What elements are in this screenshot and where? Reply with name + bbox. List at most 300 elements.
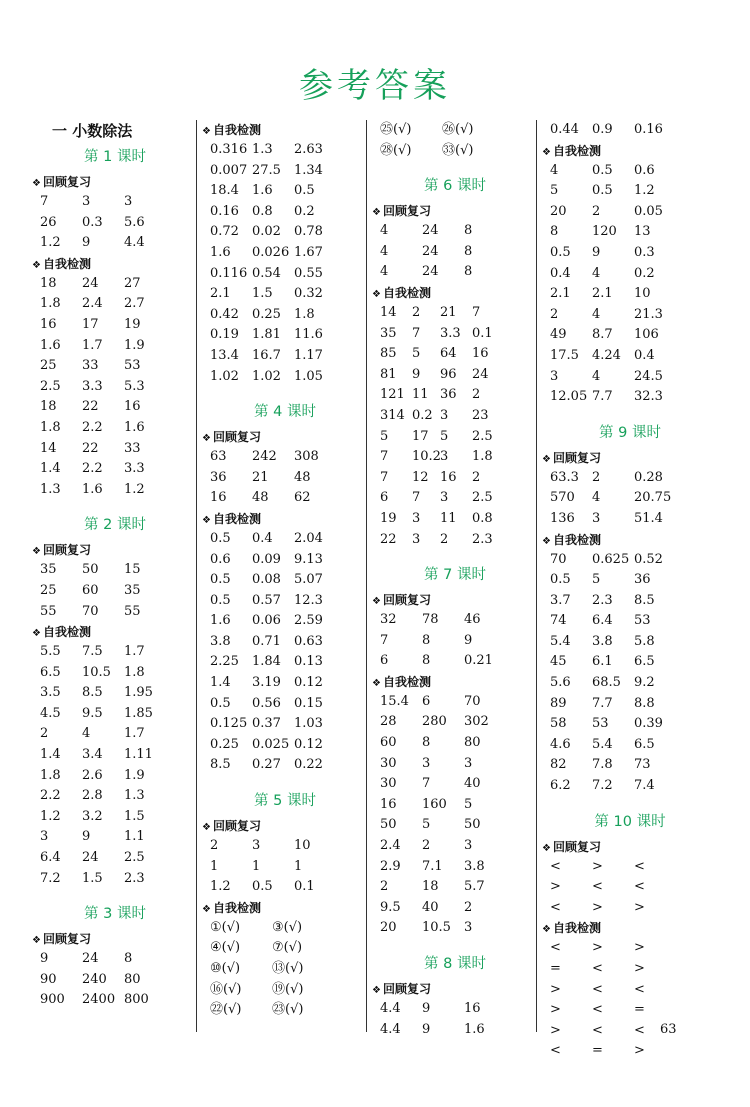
answer-cell: 0.3 (634, 244, 655, 260)
answer-row (380, 898, 530, 919)
answer-cell: 0.22 (294, 757, 323, 773)
answer-cell: 4.24 (592, 347, 621, 363)
answer-cell: 0.025 (252, 736, 290, 752)
answer-cell: 0.316 (210, 142, 248, 157)
answer-cell: 48 (252, 490, 269, 506)
answer-row (40, 807, 190, 828)
answer-cell: > (592, 899, 603, 915)
answer-row (550, 367, 710, 388)
answer-cell: 7.7 (592, 389, 613, 405)
answer-cell: 0.6 (634, 162, 655, 178)
answer-cell: > (550, 1002, 561, 1018)
answer-column-1 (32, 120, 190, 1011)
answer-cell: 13.4 (210, 347, 239, 363)
diamond-icon: ❖ (32, 935, 41, 947)
answer-row (210, 694, 360, 715)
answer-row (210, 611, 360, 632)
answer-cell: 2 (412, 304, 421, 320)
answer-row (380, 262, 530, 283)
answer-cell: 121 (380, 387, 405, 403)
subheading-check: ❖ 自我检测 (372, 674, 431, 689)
answer-cell: 68.5 (592, 675, 621, 691)
answer-column-3 (372, 120, 530, 1040)
answer-cell: 63 (210, 449, 227, 465)
subheading-check: ❖ 自我检测 (542, 143, 601, 158)
answer-cell: 1.9 (124, 767, 145, 783)
answer-cell: 18.4 (210, 183, 239, 199)
answer-cell: 55 (124, 603, 141, 619)
answer-row (550, 877, 710, 898)
answer-row (380, 692, 530, 713)
answer-cell: 1.2 (40, 808, 61, 824)
answer-cell: 1.3 (252, 142, 273, 157)
page-number: 63 (660, 1022, 677, 1037)
answer-cell: ⑲(√) (272, 981, 304, 997)
answer-cell: 0.05 (634, 203, 663, 219)
answer-grid (550, 550, 710, 797)
answer-cell: 9 (40, 951, 49, 967)
answer-row (550, 898, 710, 919)
answer-cell: 36 (210, 469, 227, 485)
answer-cell: 1.8 (472, 449, 493, 465)
answer-cell: 1.7 (124, 726, 145, 742)
answer-cell: 22 (380, 531, 397, 547)
diamond-icon: ❖ (372, 596, 381, 608)
answer-cell: 25 (40, 358, 57, 374)
answer-row (210, 222, 360, 243)
answer-cell: 32.3 (634, 389, 663, 405)
answer-cell: 5.7 (464, 879, 485, 895)
answer-grid (40, 949, 190, 1011)
answer-cell: 4 (82, 726, 91, 742)
answer-cell: 2 (422, 838, 431, 854)
subheading-review: ❖ 回顾复习 (32, 175, 91, 189)
answer-cell: 0.44 (550, 122, 579, 137)
answer-row (550, 570, 710, 591)
answer-cell: ⑩(√) (210, 961, 241, 976)
answer-row (210, 632, 360, 653)
answer-cell: 1.85 (124, 705, 153, 721)
answer-cell: 1.5 (252, 286, 273, 302)
answer-row (40, 192, 190, 213)
answer-row (40, 459, 190, 480)
answer-cell: ④(√) (210, 940, 241, 956)
subheading-review: ❖ 回顾复习 (202, 430, 261, 445)
answer-cell: 35 (380, 325, 397, 341)
answer-row (550, 387, 710, 408)
answer-row (210, 735, 360, 756)
answer-cell: 50 (82, 562, 99, 578)
answer-cell: 6.1 (592, 654, 613, 670)
answer-row (210, 325, 360, 346)
answer-row (210, 857, 360, 878)
answer-cell: 8 (464, 243, 473, 259)
answer-cell: 8.7 (592, 327, 613, 343)
answer-cell: 0.5 (592, 162, 613, 178)
answer-row (380, 221, 530, 242)
answer-cell: 15.4 (380, 693, 409, 709)
answer-cell: 2.2 (82, 419, 103, 435)
answer-cell: 2.1 (550, 286, 571, 302)
answer-cell: ⑯(√) (210, 981, 242, 997)
answer-row (210, 488, 360, 509)
subheading-review: ❖ 回顾复习 (202, 819, 261, 834)
answer-cell: 2 (472, 469, 481, 485)
answer-cell: < (592, 961, 603, 976)
answer-cell: 1.6 (464, 1021, 485, 1037)
answer-cell: 0.32 (294, 286, 323, 302)
answer-row (40, 356, 190, 377)
answer-row (380, 754, 530, 775)
answer-row (550, 1041, 710, 1062)
answer-cell: 80 (124, 971, 141, 987)
answer-row (40, 970, 190, 991)
answer-cell: 570 (550, 490, 575, 506)
answer-cell: 1.02 (252, 368, 281, 384)
answer-cell: < (550, 940, 561, 956)
answer-row (550, 488, 710, 509)
answer-cell: 48 (294, 469, 311, 485)
answer-cell: 2.9 (380, 858, 401, 874)
answer-cell: 16 (440, 469, 457, 485)
lesson-title: 第 10 课时 (594, 813, 666, 830)
answer-cell: 16.7 (252, 347, 281, 363)
answer-cell: 3.3 (440, 325, 461, 341)
answer-cell: 4.6 (550, 736, 571, 752)
answer-cell: 9.5 (82, 705, 103, 721)
answer-cell: 0.125 (210, 716, 248, 732)
answer-cell: 0.6 (210, 551, 231, 567)
answer-row (380, 877, 530, 898)
answer-cell: 2.63 (294, 142, 323, 157)
answer-cell: 0.54 (252, 265, 281, 281)
answer-cell: 10 (634, 286, 651, 302)
diamond-icon: ❖ (542, 924, 551, 936)
answer-cell: 17.5 (550, 347, 579, 363)
answer-cell: 9 (82, 235, 91, 251)
answer-cell: 9.13 (294, 551, 323, 567)
answer-cell: 2400 (82, 992, 116, 1008)
answer-cell: 4.4 (380, 1001, 401, 1016)
diamond-icon: ❖ (32, 628, 41, 640)
answer-cell: 2.1 (592, 286, 613, 302)
answer-cell: 280 (422, 714, 447, 730)
diamond-icon: ❖ (32, 178, 41, 189)
answer-cell: 90 (40, 971, 57, 987)
answer-cell: 16 (464, 1001, 481, 1016)
subheading-check: ❖ 自我检测 (542, 532, 601, 547)
answer-cell: 0.3 (82, 214, 103, 230)
answer-cell: 16 (40, 316, 57, 332)
answer-cell: 16 (210, 490, 227, 506)
answer-cell: 0.42 (210, 306, 239, 322)
answer-cell: < (592, 1022, 603, 1038)
answer-cell: 0.55 (294, 265, 323, 281)
answer-cell: 1.8 (40, 767, 61, 783)
answer-row (550, 959, 710, 980)
answer-grid (380, 692, 530, 939)
answer-cell: 60 (82, 582, 99, 598)
answer-cell: 53 (634, 613, 651, 629)
answer-grid (40, 274, 190, 501)
answer-cell: 53 (592, 716, 609, 732)
answer-cell: 70 (550, 551, 567, 567)
answer-cell: 18 (40, 275, 57, 291)
answer-cell: 308 (294, 449, 319, 465)
answer-cell: 21 (252, 469, 269, 485)
answer-cell: 7 (380, 632, 389, 648)
diamond-icon: ❖ (372, 985, 381, 996)
answer-row (210, 550, 360, 571)
answer-cell: 9 (464, 632, 473, 648)
answer-cell: 3 (440, 449, 449, 465)
column-divider (536, 120, 537, 1032)
answer-row (380, 324, 530, 345)
answer-cell: 3 (82, 194, 91, 209)
answer-cell: 3.3 (82, 378, 103, 394)
answer-cell: 82 (550, 757, 567, 773)
answer-row (210, 959, 360, 980)
answer-cell: 0.37 (252, 716, 281, 732)
answer-cell: 0.13 (294, 654, 323, 670)
answer-cell: 4 (592, 265, 601, 281)
answer-cell: 1.11 (124, 747, 153, 763)
diamond-icon: ❖ (542, 842, 551, 854)
subheading-check: ❖ 自我检测 (32, 256, 91, 271)
answer-cell: 6 (422, 693, 431, 709)
answer-cell: 5 (422, 817, 431, 833)
answer-cell: 89 (550, 695, 567, 711)
answer-cell: < (550, 1043, 561, 1059)
answer-row (550, 632, 710, 653)
answer-cell: 5.4 (592, 736, 613, 752)
answer-grid (380, 610, 530, 672)
answer-cell: 50 (380, 817, 397, 833)
answer-cell: 3 (412, 531, 421, 547)
answer-cell: 24.5 (634, 368, 663, 384)
answer-row (40, 766, 190, 787)
answer-cell: 2.2 (82, 461, 103, 477)
answer-cell: 10 (294, 838, 311, 854)
lesson-title: 第 1 课时 (84, 149, 146, 165)
answer-cell: > (550, 1022, 561, 1038)
answer-cell: 45 (550, 654, 567, 670)
answer-cell: 35 (124, 582, 141, 598)
answer-cell: 10.5 (422, 920, 451, 936)
answer-row (40, 642, 190, 663)
answer-cell: 19 (124, 316, 141, 332)
answer-cell: 314 (380, 407, 405, 423)
answer-cell: 0.026 (252, 244, 290, 260)
answer-cell: 5.4 (550, 633, 571, 649)
answer-cell: 7.8 (592, 757, 613, 773)
answer-row (210, 367, 360, 388)
answer-cell: 9 (592, 244, 601, 260)
answer-cell: 46 (464, 612, 481, 628)
answer-cell: 8.8 (634, 695, 655, 711)
answer-cell: 5.5 (40, 644, 61, 660)
answer-cell: < (592, 1002, 603, 1018)
answer-cell: 0.116 (210, 265, 248, 281)
answer-cell: 2.5 (124, 850, 145, 866)
answer-cell: 0.21 (464, 653, 493, 669)
answer-cell: > (634, 899, 645, 915)
answer-cell: 1 (294, 858, 303, 874)
answer-cell: 120 (592, 224, 617, 240)
answer-cell: 73 (634, 757, 651, 773)
answer-row (380, 733, 530, 754)
answer-grid (550, 161, 710, 408)
diamond-icon: ❖ (202, 514, 211, 526)
answer-row (40, 683, 190, 704)
answer-row (40, 949, 190, 970)
answer-cell: 33 (82, 358, 99, 374)
answer-cell: 58 (550, 716, 567, 732)
page-title: 参考答案 (299, 66, 451, 106)
answer-cell: 8 (422, 653, 431, 669)
answer-cell: 7.4 (634, 778, 655, 794)
answer-cell: 3 (464, 920, 473, 936)
answer-row (40, 663, 190, 684)
answer-cell: 1.17 (294, 347, 323, 363)
answer-cell: 6.5 (634, 736, 655, 752)
answer-cell: 30 (380, 755, 397, 771)
column-divider (366, 120, 367, 1032)
answer-cell: 302 (464, 714, 489, 730)
answer-cell: 2.59 (294, 613, 323, 629)
answer-row (380, 385, 530, 406)
answer-row (380, 488, 530, 509)
answer-cell: 6.5 (40, 664, 61, 680)
answer-cell: 11 (440, 510, 457, 526)
answer-row (380, 999, 530, 1020)
answer-cell: 2.2 (40, 788, 61, 804)
answer-cell: 1.8 (124, 664, 145, 680)
answer-cell: 8 (464, 264, 473, 280)
answer-cell: 3.19 (252, 675, 281, 691)
answer-cell: 6.4 (592, 613, 613, 629)
answer-cell: 18 (422, 879, 439, 895)
answer-row (40, 315, 190, 336)
answer-cell: 9 (412, 366, 421, 382)
answer-grid (380, 303, 530, 550)
answer-cell: 6.4 (40, 850, 61, 866)
answer-cell: 2.3 (472, 531, 493, 547)
answer-cell: 21.3 (634, 306, 663, 322)
diamond-icon: ❖ (202, 126, 211, 137)
answer-cell: 1.6 (210, 613, 231, 629)
answer-cell: 1.7 (82, 337, 103, 353)
answer-cell: 2 (592, 469, 601, 485)
answer-row (550, 550, 710, 571)
answer-cell: 5 (550, 183, 559, 199)
answer-cell: 2.7 (124, 296, 145, 312)
answer-cell: 1.6 (210, 244, 231, 260)
answer-cell: = (634, 1002, 645, 1018)
diamond-icon: ❖ (542, 453, 551, 465)
answer-cell: 1.9 (124, 337, 145, 353)
diamond-icon: ❖ (372, 288, 381, 300)
answer-cell: 2 (380, 879, 389, 895)
answer-row (550, 161, 710, 182)
answer-cell: 3.8 (592, 633, 613, 649)
answer-cell: 136 (550, 510, 575, 526)
answer-row (550, 222, 710, 243)
answer-cell: 2.04 (294, 530, 323, 546)
answer-cell: 1.2 (634, 183, 655, 199)
answer-cell: 3 (550, 368, 559, 384)
answer-cell: < (592, 879, 603, 895)
answer-row (550, 284, 710, 305)
answer-cell: 62 (294, 490, 311, 506)
answer-cell: 22 (82, 440, 99, 456)
answer-cell: 2 (550, 306, 559, 322)
answer-row (210, 140, 360, 161)
answer-cell: 13 (634, 224, 651, 240)
lesson-title: 第 4 课时 (254, 404, 316, 421)
answer-cell: 4 (592, 368, 601, 384)
answer-row (380, 918, 530, 939)
answer-cell: 0.63 (294, 633, 323, 649)
answer-cell: 1.95 (124, 685, 153, 701)
subheading-check: ❖ 自我检测 (542, 921, 601, 936)
answer-cell: 28 (380, 714, 397, 730)
answer-cell: 1.6 (124, 419, 145, 435)
answer-cell: 1.81 (252, 327, 281, 343)
answer-row (380, 141, 530, 162)
answer-cell: 0.5 (550, 572, 571, 588)
diamond-icon: ❖ (32, 259, 41, 271)
answer-row (550, 305, 710, 326)
answer-cell: 1.3 (40, 481, 61, 497)
answer-cell: 80 (464, 735, 481, 751)
answer-row (380, 1020, 530, 1041)
answer-row (550, 243, 710, 264)
answer-cell: 19 (380, 510, 397, 526)
answer-cell: 40 (422, 899, 439, 915)
answer-row (210, 181, 360, 202)
answer-row (40, 786, 190, 807)
answer-cell: 106 (634, 327, 659, 343)
diamond-icon: ❖ (202, 903, 211, 915)
answer-cell: 4 (550, 162, 559, 178)
answer-cell: 22 (82, 399, 99, 415)
answer-cell: = (550, 961, 561, 976)
answer-row (210, 570, 360, 591)
answer-row (550, 755, 710, 776)
answer-cell: ㉓(√) (272, 1002, 304, 1018)
answer-row (210, 980, 360, 1001)
answer-cell: 4 (380, 223, 389, 239)
answer-row (40, 581, 190, 602)
answer-cell: 8.5 (210, 757, 231, 773)
answer-row (210, 305, 360, 326)
answer-row (210, 714, 360, 735)
answer-row (380, 836, 530, 857)
answer-cell: 0.19 (210, 327, 239, 343)
answer-cell: 35 (40, 562, 57, 578)
answer-cell: 8 (464, 223, 473, 239)
answer-row (40, 377, 190, 398)
answer-cell: 0.25 (210, 736, 239, 752)
answer-cell: 85 (380, 346, 397, 362)
answer-row (550, 673, 710, 694)
answer-cell: 2.4 (380, 838, 401, 854)
answer-cell: 8.5 (634, 592, 655, 608)
answer-cell: 81 (380, 366, 397, 382)
answer-row (550, 735, 710, 756)
answer-cell: 3.7 (550, 592, 571, 608)
